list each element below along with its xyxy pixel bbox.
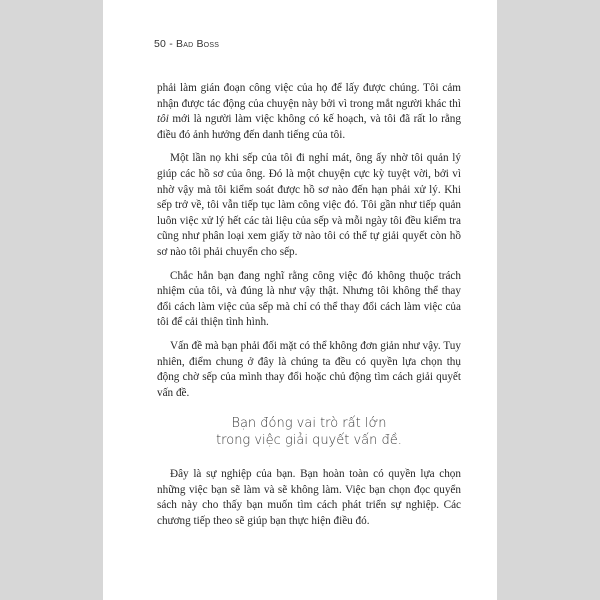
paragraph-2: Một lần nọ khi sếp của tôi đi nghỉ mát, ông ấy nhờ tôi quản lý giúp các hồ sơ của ông. Đó là một chuyện cực kỳ tuyệt vời, bởi vì nhờ vậy mà tôi kiểm soát được hồ sơ nào đến hạn phải xử lý. Khi sếp trở về, tôi vẫn tiếp tục làm công việc đó. Tôi gần như tiếp quản luôn việc xử lý hết các tài liệu của sếp và mỗi ngày tôi đều kiểm tra cũng như phân loại xem giấy tờ nào tôi có thể tự giải quyết còn hồ sơ nào tôi phải chuyển cho sếp. bbox=[157, 152, 461, 258]
book-title: Bad Boss bbox=[176, 38, 220, 50]
paragraph-1-text-before: phải làm gián đoạn công việc của họ để lấy được chúng. Tôi cảm nhận được tác động của chuyện này bởi vì trong mắt người khác thì bbox=[157, 82, 461, 110]
pull-quote-line-1: Bạn đóng vai trò rất lớn bbox=[231, 416, 387, 432]
paragraph-1-italic: tôi bbox=[157, 113, 169, 126]
paragraph-1 bbox=[157, 81, 461, 143]
header-separator: - bbox=[166, 38, 177, 50]
pull-quote bbox=[157, 415, 461, 449]
paragraph-1-text-after: mới là người làm việc không có kế hoạch, và tôi đã rất lo rằng điều đó ảnh hưởng đến danh tiếng của tôi. bbox=[157, 113, 461, 141]
pull-quote-line-2: trong việc giải quyết vấn đề. bbox=[216, 433, 402, 449]
running-header bbox=[154, 38, 461, 50]
book-page bbox=[103, 0, 497, 600]
page-number: 50 bbox=[154, 38, 167, 50]
paragraph-4: Vấn đề mà bạn phải đối mặt có thể không đơn giản như vậy. Tuy nhiên, điểm chung ở đây là chúng ta đều có quyền lựa chọn thụ động chờ sếp của mình thay đổi hoặc chủ động tìm cách giải quyết vấn đề. bbox=[157, 339, 461, 399]
paragraph-3: Chắc hẳn bạn đang nghĩ rằng công việc đó không thuộc trách nhiệm của tôi, và đúng là như vậy thật. Nhưng tôi không thể thay đổi cách làm việc của sếp mà chỉ có thể thay đổi cách làm việc của tôi để cải thiện tình hình. bbox=[157, 269, 461, 329]
closing-paragraph: Đây là sự nghiệp của bạn. Bạn hoàn toàn có quyền lựa chọn những việc bạn sẽ làm và sẽ không làm. Việc bạn chọn đọc quyển sách này cho thấy bạn muốn tìm cách phát triển sự nghiệp. Các chương tiếp theo sẽ giúp bạn thực hiện điều đó. bbox=[157, 468, 461, 528]
